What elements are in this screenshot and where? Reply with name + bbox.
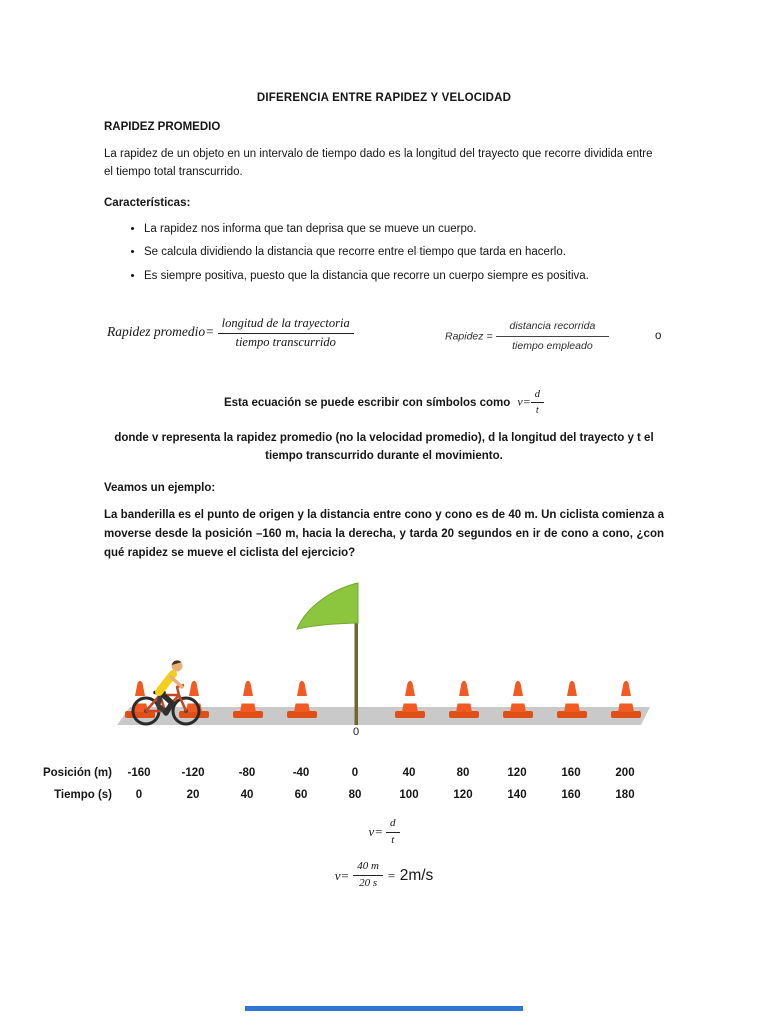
bullet-item: • La rapidez nos informa que tan deprisa que se mueve un cuerpo. [144,222,664,238]
fraction-denominator: tiempo empleado [512,340,593,353]
position-cell: 200 [615,766,635,779]
position-cell: 40 [402,766,416,779]
or-label: o [655,330,662,343]
fraction-numerator: 40 m [353,860,383,876]
formulas-row [104,304,664,368]
formula-lhs: Rapidez = [445,330,493,343]
fraction-denominator: t [535,405,539,417]
traffic-cone-icon [557,681,587,718]
bottom-progress-bar [245,1006,523,1011]
solution-equation-1 [0,817,768,848]
fraction [218,316,354,350]
intro-paragraph: La rapidez de un objeto en un intervalo de tiempo dado es la longitud del trayecto que recorre dividida entre el tiempo total transcurrido. [104,148,653,178]
position-cell: -120 [181,766,205,779]
fraction-numerator: d [531,388,544,403]
time-cell: 100 [399,788,419,801]
position-row [40,767,768,779]
solution-section [0,817,768,891]
bullet-item: • Es siempre positiva, puesto que la distancia que recorre un cuerpo siempre es positiva. [144,269,664,285]
section-heading-rapidez-promedio: RAPIDEZ PROMEDIO [104,121,221,133]
fraction-numerator: longitud de la trayectoria [218,316,354,334]
symbol-equation [517,388,544,417]
fraction-numerator: d [386,817,400,833]
position-cell: 80 [456,766,470,779]
fraction-denominator: tiempo transcurrido [235,334,336,349]
fraction [386,817,400,848]
time-cell: 20 [186,788,200,801]
time-row [40,789,768,801]
flag-icon [297,583,358,629]
fraction-denominator: t [391,833,395,846]
traffic-cone-icon [287,681,317,718]
time-cell: 180 [615,788,635,801]
fraction [353,860,383,891]
fraction-denominator: 20 s [359,877,378,890]
time-cell: 80 [348,788,362,801]
time-cell: 40 [240,788,254,801]
origin-label: 0 [352,725,360,738]
symbol-sentence [104,388,664,417]
page-title: DIFERENCIA ENTRE RAPIDEZ Y VELOCIDAD [256,92,512,104]
time-cell: 120 [453,788,473,801]
time-cell: 60 [294,788,308,801]
speed-formula-alt [445,320,609,353]
formula-lhs: Rapidez promedio= [107,324,215,340]
position-cell: -160 [127,766,151,779]
traffic-cone-icon [233,681,263,718]
example-heading: Veamos un ejemplo: [104,482,216,495]
average-speed-formula [107,316,354,350]
equals-sign: = [386,867,396,883]
equation-lhs: v= [334,867,350,883]
fraction [496,320,610,353]
position-row-label: Posición (m) [42,766,112,779]
bullet-list [116,222,664,285]
result-value: 2m/s [399,866,434,884]
position-cell: -80 [238,766,256,779]
time-cell: 140 [507,788,527,801]
position-cell: 160 [561,766,581,779]
position-cell: 0 [351,766,359,779]
traffic-cone-icon [395,681,425,718]
diagram [0,579,768,757]
time-cell: 0 [135,788,143,801]
symbol-sentence-text: Esta ecuación se puede escribir con símbolos como [223,396,511,409]
position-cell: -40 [292,766,310,779]
traffic-cone-icon [611,681,641,718]
traffic-cone-icon [449,681,479,718]
bullet-item: • Se calcula dividiendo la distancia que recorre entre el tiempo que tarda en hacerlo. [144,245,664,261]
diagram-canvas [0,579,768,749]
position-cell: 120 [507,766,527,779]
solution-equation-2 [0,860,768,891]
equation-lhs: v= [368,824,384,840]
example-paragraph: La banderilla es el punto de origen y la distancia entre cono y cono es de 40 m. Un ciclista comienza a moverse desde la posición –160 m, hacia la derecha, y tarda 20 segundos en ir de cono a cono, ¿con qué rapidez se mueve el ciclista del ejercicio? [104,509,664,559]
caracteristicas-heading: Características: [104,196,191,209]
donde-paragraph: donde v representa la rapidez promedio (no la velocidad promedio), d la longitud del trayecto y t el tiempo transcurrido durante el movimiento. [114,432,654,463]
time-row-label: Tiempo (s) [54,788,112,801]
fraction [531,388,544,417]
time-cell: 160 [561,788,581,801]
equation-lhs: v= [517,394,531,409]
fraction-numerator: distancia recorrida [496,320,610,337]
traffic-cone-icon [503,681,533,718]
